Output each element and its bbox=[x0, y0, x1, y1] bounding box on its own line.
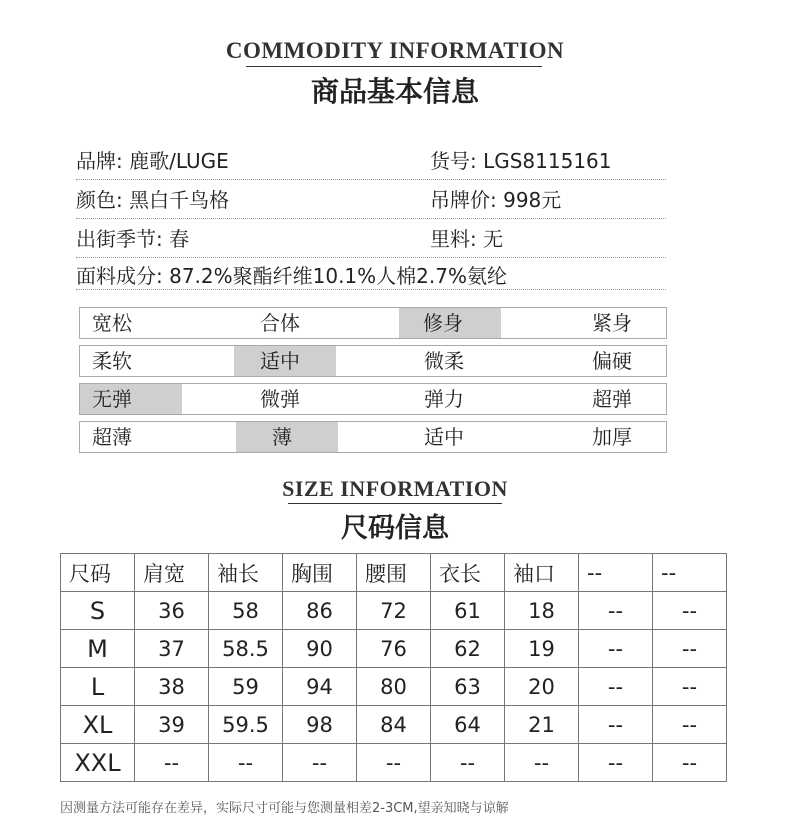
table-cell: 36 bbox=[135, 592, 209, 630]
attr-row-thickness bbox=[79, 421, 667, 453]
table-cell: 20 bbox=[505, 668, 579, 706]
table-cell: -- bbox=[209, 744, 283, 782]
attr-row-softness bbox=[79, 345, 667, 377]
table-cell: 59.5 bbox=[209, 706, 283, 744]
attr-soft-option-1: 柔软 bbox=[92, 349, 132, 373]
header-cell-waist: 腰围 bbox=[357, 554, 431, 592]
table-cell: 62 bbox=[431, 630, 505, 668]
size-info-title-cn: 尺码信息 bbox=[341, 513, 449, 544]
attr-thick-option-2-selected: 薄 bbox=[236, 422, 338, 452]
attr-thick-option-4: 加厚 bbox=[592, 425, 632, 449]
size-label: XXL bbox=[61, 744, 135, 782]
table-cell: -- bbox=[579, 630, 653, 668]
lining-text: 里料: 无 bbox=[430, 227, 504, 251]
table-cell: -- bbox=[357, 744, 431, 782]
table-cell: 80 bbox=[357, 668, 431, 706]
attr-row-fit bbox=[79, 307, 667, 339]
attr-row-elasticity bbox=[79, 383, 667, 415]
header-cell-shoulder: 肩宽 bbox=[135, 554, 209, 592]
attr-thick-option-1: 超薄 bbox=[92, 425, 132, 449]
table-cell: 63 bbox=[431, 668, 505, 706]
season-text: 出街季节: 春 bbox=[76, 227, 190, 251]
attr-elastic-option-3: 弹力 bbox=[424, 387, 464, 411]
header-cell-chest: 胸围 bbox=[283, 554, 357, 592]
table-cell: 64 bbox=[431, 706, 505, 744]
title-underline bbox=[288, 503, 502, 504]
attr-soft-option-4: 偏硬 bbox=[592, 349, 632, 373]
table-cell: 76 bbox=[357, 630, 431, 668]
brand-text: 品牌: 鹿歌/LUGE bbox=[76, 149, 229, 173]
table-cell: -- bbox=[579, 592, 653, 630]
size-label: L bbox=[61, 668, 135, 706]
table-cell: 37 bbox=[135, 630, 209, 668]
header-cell-empty-1: -- bbox=[579, 554, 653, 592]
table-cell: 90 bbox=[283, 630, 357, 668]
table-cell: -- bbox=[135, 744, 209, 782]
table-cell: 38 bbox=[135, 668, 209, 706]
table-cell: 94 bbox=[283, 668, 357, 706]
table-row bbox=[61, 592, 727, 630]
table-cell: -- bbox=[653, 668, 727, 706]
attr-elastic-option-2: 微弹 bbox=[260, 387, 300, 411]
size-label: S bbox=[61, 592, 135, 630]
table-row bbox=[61, 744, 727, 782]
info-row-brand bbox=[76, 141, 666, 180]
commodity-info-title-en: COMMODITY INFORMATION bbox=[225, 38, 565, 63]
table-cell: 39 bbox=[135, 706, 209, 744]
table-cell: -- bbox=[653, 592, 727, 630]
header-cell-length: 衣长 bbox=[431, 554, 505, 592]
tag-price-text: 吊牌价: 998元 bbox=[430, 188, 562, 212]
info-row-fabric bbox=[76, 258, 666, 290]
table-cell: 58 bbox=[209, 592, 283, 630]
table-cell: -- bbox=[505, 744, 579, 782]
attr-thick-option-3: 适中 bbox=[424, 425, 464, 449]
table-cell: -- bbox=[653, 630, 727, 668]
table-cell: 18 bbox=[505, 592, 579, 630]
title-underline bbox=[246, 66, 542, 67]
table-cell: 98 bbox=[283, 706, 357, 744]
table-cell: 61 bbox=[431, 592, 505, 630]
header-cell-sleeve: 袖长 bbox=[209, 554, 283, 592]
attr-fit-option-3-selected: 修身 bbox=[399, 308, 501, 338]
attr-fit-option-4: 紧身 bbox=[592, 311, 632, 335]
measurement-disclaimer: 因测量方法可能存在差异，实际尺寸可能与您测量相差2-3CM,望亲知晓与谅解 bbox=[60, 801, 509, 816]
header-cell-size: 尺码 bbox=[61, 554, 135, 592]
table-cell: -- bbox=[653, 706, 727, 744]
attr-elastic-option-4: 超弹 bbox=[592, 387, 632, 411]
table-row bbox=[61, 668, 727, 706]
info-row-season bbox=[76, 219, 666, 258]
table-cell: -- bbox=[431, 744, 505, 782]
size-table-header-row bbox=[61, 554, 727, 592]
header-cell-cuff: 袖口 bbox=[505, 554, 579, 592]
size-info-title-en: SIZE INFORMATION bbox=[282, 476, 508, 501]
size-table bbox=[60, 553, 727, 782]
attr-fit-option-2: 合体 bbox=[260, 311, 300, 335]
item-number-text: 货号: LGS8115161 bbox=[430, 149, 612, 173]
table-cell: 86 bbox=[283, 592, 357, 630]
attr-fit-option-1: 宽松 bbox=[92, 311, 132, 335]
table-cell: 58.5 bbox=[209, 630, 283, 668]
attr-elastic-option-1-selected: 无弹 bbox=[80, 384, 182, 414]
attr-soft-option-2-selected: 适中 bbox=[234, 346, 336, 376]
size-label: XL bbox=[61, 706, 135, 744]
attr-soft-option-3: 微柔 bbox=[424, 349, 464, 373]
table-cell: 59 bbox=[209, 668, 283, 706]
table-cell: -- bbox=[579, 668, 653, 706]
table-cell: 84 bbox=[357, 706, 431, 744]
color-text: 颜色: 黑白千鸟格 bbox=[76, 188, 230, 212]
table-cell: -- bbox=[653, 744, 727, 782]
commodity-info-title-cn: 商品基本信息 bbox=[310, 75, 479, 108]
table-cell: 19 bbox=[505, 630, 579, 668]
table-cell: -- bbox=[579, 706, 653, 744]
size-label: M bbox=[61, 630, 135, 668]
table-cell: 21 bbox=[505, 706, 579, 744]
fabric-text: 面料成分: 87.2%聚酯纤维10.1%人棉2.7%氨纶 bbox=[76, 264, 507, 288]
table-cell: 72 bbox=[357, 592, 431, 630]
table-row bbox=[61, 630, 727, 668]
header-cell-empty-2: -- bbox=[653, 554, 727, 592]
table-cell: -- bbox=[283, 744, 357, 782]
table-row bbox=[61, 706, 727, 744]
info-row-color bbox=[76, 180, 666, 219]
table-cell: -- bbox=[579, 744, 653, 782]
